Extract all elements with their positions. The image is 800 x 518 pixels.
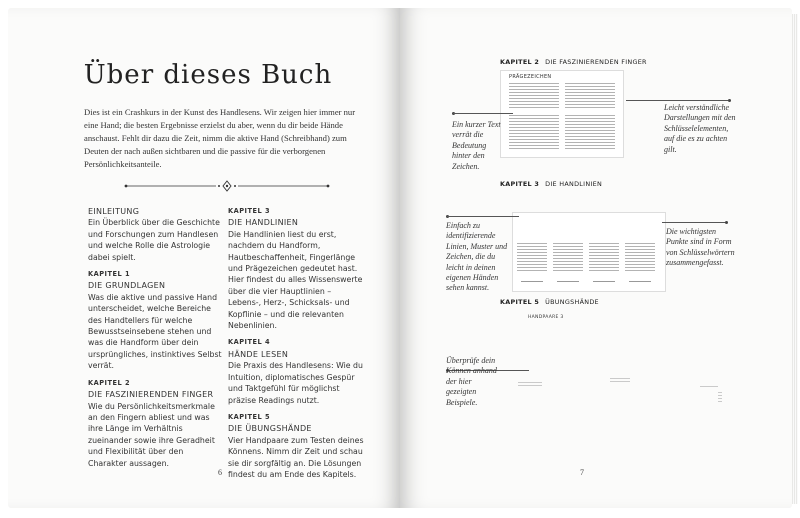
pointer-line — [453, 113, 513, 114]
pointer-dot — [728, 99, 731, 102]
entry-title: EINLEITUNG — [88, 207, 140, 216]
preview-caption-line — [521, 281, 543, 282]
preview-text-lines — [700, 386, 718, 389]
page-edge — [792, 14, 798, 504]
contents-entry — [228, 206, 364, 331]
preview-text-lines — [509, 115, 559, 149]
section-kapitel: KAPITEL 2 — [500, 58, 540, 66]
annotation-note: Ein kurzer Text verrät die Bedeutung hinter den Zeichen. — [452, 120, 501, 171]
preview-text-lines — [589, 243, 619, 271]
annotation-note: Leicht verständliche Darstellungen mit den Schlüsselelementen, auf die es zu achten gilt. — [664, 103, 736, 154]
preview-text-lines — [625, 243, 655, 271]
preview-text-lines — [509, 83, 559, 109]
entry-kapitel: KAPITEL 1 — [88, 270, 131, 279]
preview-text-lines — [718, 392, 722, 402]
entry-text: Die Praxis des Handlesens: Wie du Intuition, diplomatisches Gespür und Taktgefühl für möglichst präzise Readings nutzt. — [228, 361, 363, 405]
entry-title: DIE ÜBUNGSHÄNDE — [228, 424, 312, 434]
preview-caption-line — [557, 281, 579, 282]
preview-text-lines — [565, 83, 615, 109]
open-book — [8, 8, 792, 508]
preview-mini-title: PRÄGEZEICHEN — [509, 74, 552, 80]
section-title: ÜBUNGSHÄNDE — [545, 298, 599, 306]
entry-kapitel: KAPITEL 4 — [228, 338, 271, 347]
section-title: DIE HANDLINIEN — [545, 180, 603, 188]
contents-entry — [88, 206, 222, 263]
ornament-divider-icon — [124, 180, 330, 192]
section-heading-kapitel-3 — [500, 180, 602, 188]
pointer-line — [626, 100, 728, 101]
preview-caption-line — [593, 281, 615, 282]
contents-entry — [228, 337, 364, 405]
page-number-left: 6 — [218, 468, 222, 477]
preview-text-lines — [518, 382, 542, 388]
section-kapitel: KAPITEL 3 — [500, 180, 540, 188]
section-heading-kapitel-2 — [500, 58, 647, 66]
entry-title: DIE FASZINIERENDEN FINGER — [88, 390, 214, 400]
section-heading-kapitel-5 — [500, 298, 599, 306]
preview-thumbnail-lines — [512, 212, 666, 292]
contents-column-1 — [88, 206, 222, 475]
entry-title: DIE HANDLINIEN — [228, 218, 299, 228]
page-number-right: 7 — [580, 468, 584, 477]
left-page — [8, 8, 400, 508]
entry-kapitel: KAPITEL 5 — [228, 412, 271, 421]
annotation-note: Überprüfe dein Können anhand der hier gezeigten Beispiele. — [446, 356, 497, 407]
entry-title: DIE GRUNDLAGEN — [88, 281, 166, 291]
section-kapitel: KAPITEL 5 — [500, 298, 540, 306]
entry-text: Wie du Persönlichkeitsmerkmale an den Fingern abliest und was ihre Länge im Verhältnis zueinander sowie ihre Geradheit und Flexibilität über den Charakter aussagen. — [88, 401, 215, 468]
preview-text-lines — [517, 243, 547, 271]
entry-text: Die Handlinien liest du erst, nachdem du Handform, Hautbeschaffenheit, Fingerlänge und Prägezeichen gedeutet hast. Hier findest du alles Wissenswerte über die vier Hauptlinien – Lebens-, Herz-, Schicksals- und Kopflinie – und die relevanten Nebenlinien. — [228, 229, 363, 331]
preview-text-lines — [610, 378, 630, 382]
pointer-line — [447, 216, 519, 217]
section-title: DIE FASZINIERENDEN FINGER — [545, 58, 647, 66]
preview-thumbnail-fingers — [500, 70, 624, 158]
preview-caption-line — [629, 281, 651, 282]
entry-text: Vier Handpaare zum Testen deines Könnens. Nimm dir Zeit und schau sie dir sorgfältig an. Die Lösungen findest du am Ende des Kapitels. — [228, 435, 364, 479]
entry-text: Was die aktive und passive Hand unterscheidet, welche Bereiche des Handtellers für welche Bewusstseinsebene stehen und was die Handform über dein ursprüngliches, instinktives Selbst verrät. — [88, 292, 222, 371]
contents-column-2 — [228, 206, 364, 486]
preview-text-lines — [565, 115, 615, 149]
preview-text-lines — [553, 243, 583, 271]
entry-kapitel: KAPITEL 3 — [228, 207, 271, 215]
entry-kapitel: KAPITEL 2 — [88, 378, 131, 387]
entry-title: HÄNDE LESEN — [228, 349, 289, 359]
right-page — [400, 8, 792, 508]
annotation-note: Die wichtigsten Punkte sind in Form von Schlüsselwörtern zusammengefasst. — [666, 227, 735, 268]
contents-entry — [88, 378, 222, 469]
pointer-dot — [725, 221, 728, 224]
contents-entry — [88, 269, 222, 372]
handpaare-label: HANDPAARE 3 — [528, 315, 564, 320]
contents-entry — [228, 412, 364, 480]
entry-text: Ein Überblick über die Geschichte und Forschungen zum Handlesen und welche Rolle die Astrologie dabei spielt. — [88, 218, 220, 262]
pointer-line — [662, 222, 725, 223]
annotation-note: Einfach zu identifizierende Linien, Muster und Zeichen, die du leicht in deinen eigenen Händen sehen kannst. — [446, 221, 508, 293]
intro-paragraph: Dies ist ein Crashkurs in der Kunst des Handlesens. Wir zeigen hier immer nur eine Hand; die besten Ergebnisse erzielst du aber, wenn du dir beide Hände anschaust. Fehlt dir dazu die Zeit, nimm die aktive Hand (Schreibhand) zum Deuten der nach außen sichtbaren und die passive für die verborgenen Persönlichkeitsanteile. — [84, 107, 356, 169]
page-title: Über dieses Buch — [83, 60, 333, 90]
